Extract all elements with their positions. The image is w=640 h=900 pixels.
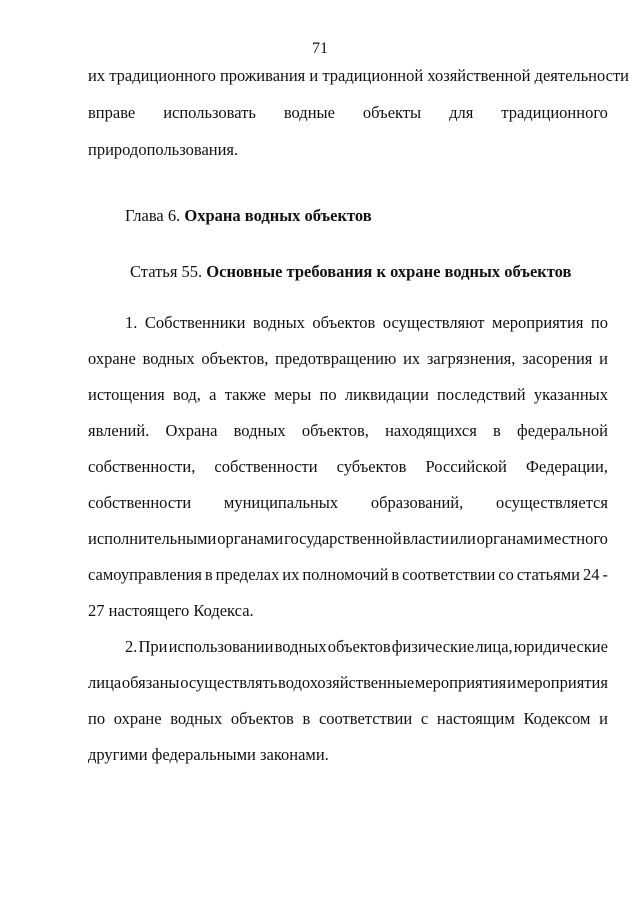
word: муниципальных (223, 493, 339, 512)
word: объектов, (301, 421, 369, 440)
paragraph2-line (88, 709, 608, 729)
word: местного (543, 529, 608, 548)
word: а (209, 385, 217, 404)
paragraph1-line (88, 457, 608, 477)
word: настоящим (436, 709, 515, 728)
word: в (391, 565, 400, 584)
word: объекты (362, 103, 422, 122)
word: органами (217, 529, 284, 548)
word: образований, (370, 493, 464, 512)
word: традиционного (501, 103, 608, 122)
word: меры (274, 385, 312, 404)
word: водных (274, 637, 327, 656)
word: их (403, 349, 421, 368)
word: объектов (230, 709, 294, 728)
chapter-heading (125, 206, 372, 226)
word: вод, (172, 385, 201, 404)
article-title: Основные требования к охране водных объектов (206, 262, 572, 281)
word: ликвидации (344, 385, 429, 404)
word: мероприятия (414, 673, 507, 692)
word: лица, (475, 637, 513, 656)
word: использовании (168, 637, 274, 656)
paragraph1-last-line: 27 настоящего Кодекса. (88, 601, 254, 620)
paragraph1-line (88, 421, 608, 441)
word: указанных (533, 385, 608, 404)
paragraph2-last-line: другими федеральными законами. (88, 745, 329, 764)
paragraph1-line (125, 313, 608, 333)
word: Охрана (165, 421, 218, 440)
word: водных (252, 313, 305, 332)
word: соответствии (318, 709, 413, 728)
word: статьями (516, 565, 580, 584)
chapter-prefix: Глава 6. (125, 206, 181, 225)
word: для (449, 103, 474, 122)
word: и (599, 349, 608, 368)
word: федеральной (517, 421, 608, 440)
continuation-line-2 (88, 103, 608, 123)
word: засорения (522, 349, 593, 368)
word: и (599, 709, 608, 728)
word: по (319, 385, 337, 404)
word: полномочий (302, 565, 389, 584)
word: 2. (125, 637, 138, 656)
word: Кодексом (523, 709, 591, 728)
word: лица (88, 673, 122, 692)
paragraph1-line (88, 565, 608, 585)
word: в (302, 709, 311, 728)
word: в (493, 421, 501, 440)
word: осуществлять (180, 673, 278, 692)
word: Собственники (144, 313, 246, 332)
word: осуществляют (382, 313, 485, 332)
word: мероприятия (492, 313, 584, 332)
word: исполнительными (88, 529, 217, 548)
word: использовать (163, 103, 256, 122)
word: 24 (582, 565, 600, 584)
word: водные (283, 103, 335, 122)
continuation-line-3: природопользования. (88, 140, 239, 159)
word: органами (476, 529, 543, 548)
word: загрязнения, (426, 349, 516, 368)
word: водных (233, 421, 286, 440)
word: и (506, 673, 516, 692)
word: охране (113, 709, 162, 728)
word: соответствии (402, 565, 496, 584)
word: со (498, 565, 514, 584)
word: их (282, 565, 300, 584)
word: охране (88, 349, 136, 368)
word: При (138, 637, 168, 656)
article-heading (130, 262, 571, 282)
word: государственной (284, 529, 402, 548)
word: объектов (327, 637, 391, 656)
word: по (590, 313, 608, 332)
word: вправе (88, 103, 136, 122)
word: 1. (125, 313, 138, 332)
word: юридические (513, 637, 608, 656)
word: истощения (88, 385, 165, 404)
article-prefix: Статья 55. (130, 262, 203, 281)
continuation-line-1: их традиционного проживания и традиционной хозяйственной деятельности (88, 66, 630, 85)
paragraph1-line (88, 493, 608, 513)
chapter-title: Охрана водных объектов (184, 206, 372, 225)
paragraph2-line (88, 673, 608, 693)
word: последствий (437, 385, 526, 404)
word: власти (402, 529, 450, 548)
word: водохозяйственные (278, 673, 415, 692)
word: Федерации, (525, 457, 608, 476)
word: - (602, 565, 608, 584)
word: Российской (425, 457, 507, 476)
word: водных (170, 709, 223, 728)
page-number: 71 (312, 40, 328, 57)
word: собственности (88, 493, 192, 512)
word: собственности (214, 457, 318, 476)
word: также (224, 385, 266, 404)
word: предотвращению (275, 349, 397, 368)
paragraph1-line (88, 349, 608, 369)
word: объектов, (201, 349, 269, 368)
paragraph1-line (88, 529, 608, 549)
word: объектов (312, 313, 376, 332)
word: мероприятия (516, 673, 608, 692)
word: самоуправления (88, 565, 202, 584)
paragraph1-line (88, 385, 608, 405)
word: явлений. (88, 421, 150, 440)
paragraph2-line (125, 637, 608, 657)
word: или (449, 529, 476, 548)
word: пределах (215, 565, 280, 584)
word: водных (142, 349, 195, 368)
word: по (88, 709, 106, 728)
word: в (204, 565, 213, 584)
word: находящихся (385, 421, 477, 440)
word: физические (391, 637, 475, 656)
word: субъектов (336, 457, 407, 476)
word: с (420, 709, 429, 728)
word: обязаны (121, 673, 180, 692)
word: собственности, (88, 457, 196, 476)
word: осуществляется (495, 493, 608, 512)
